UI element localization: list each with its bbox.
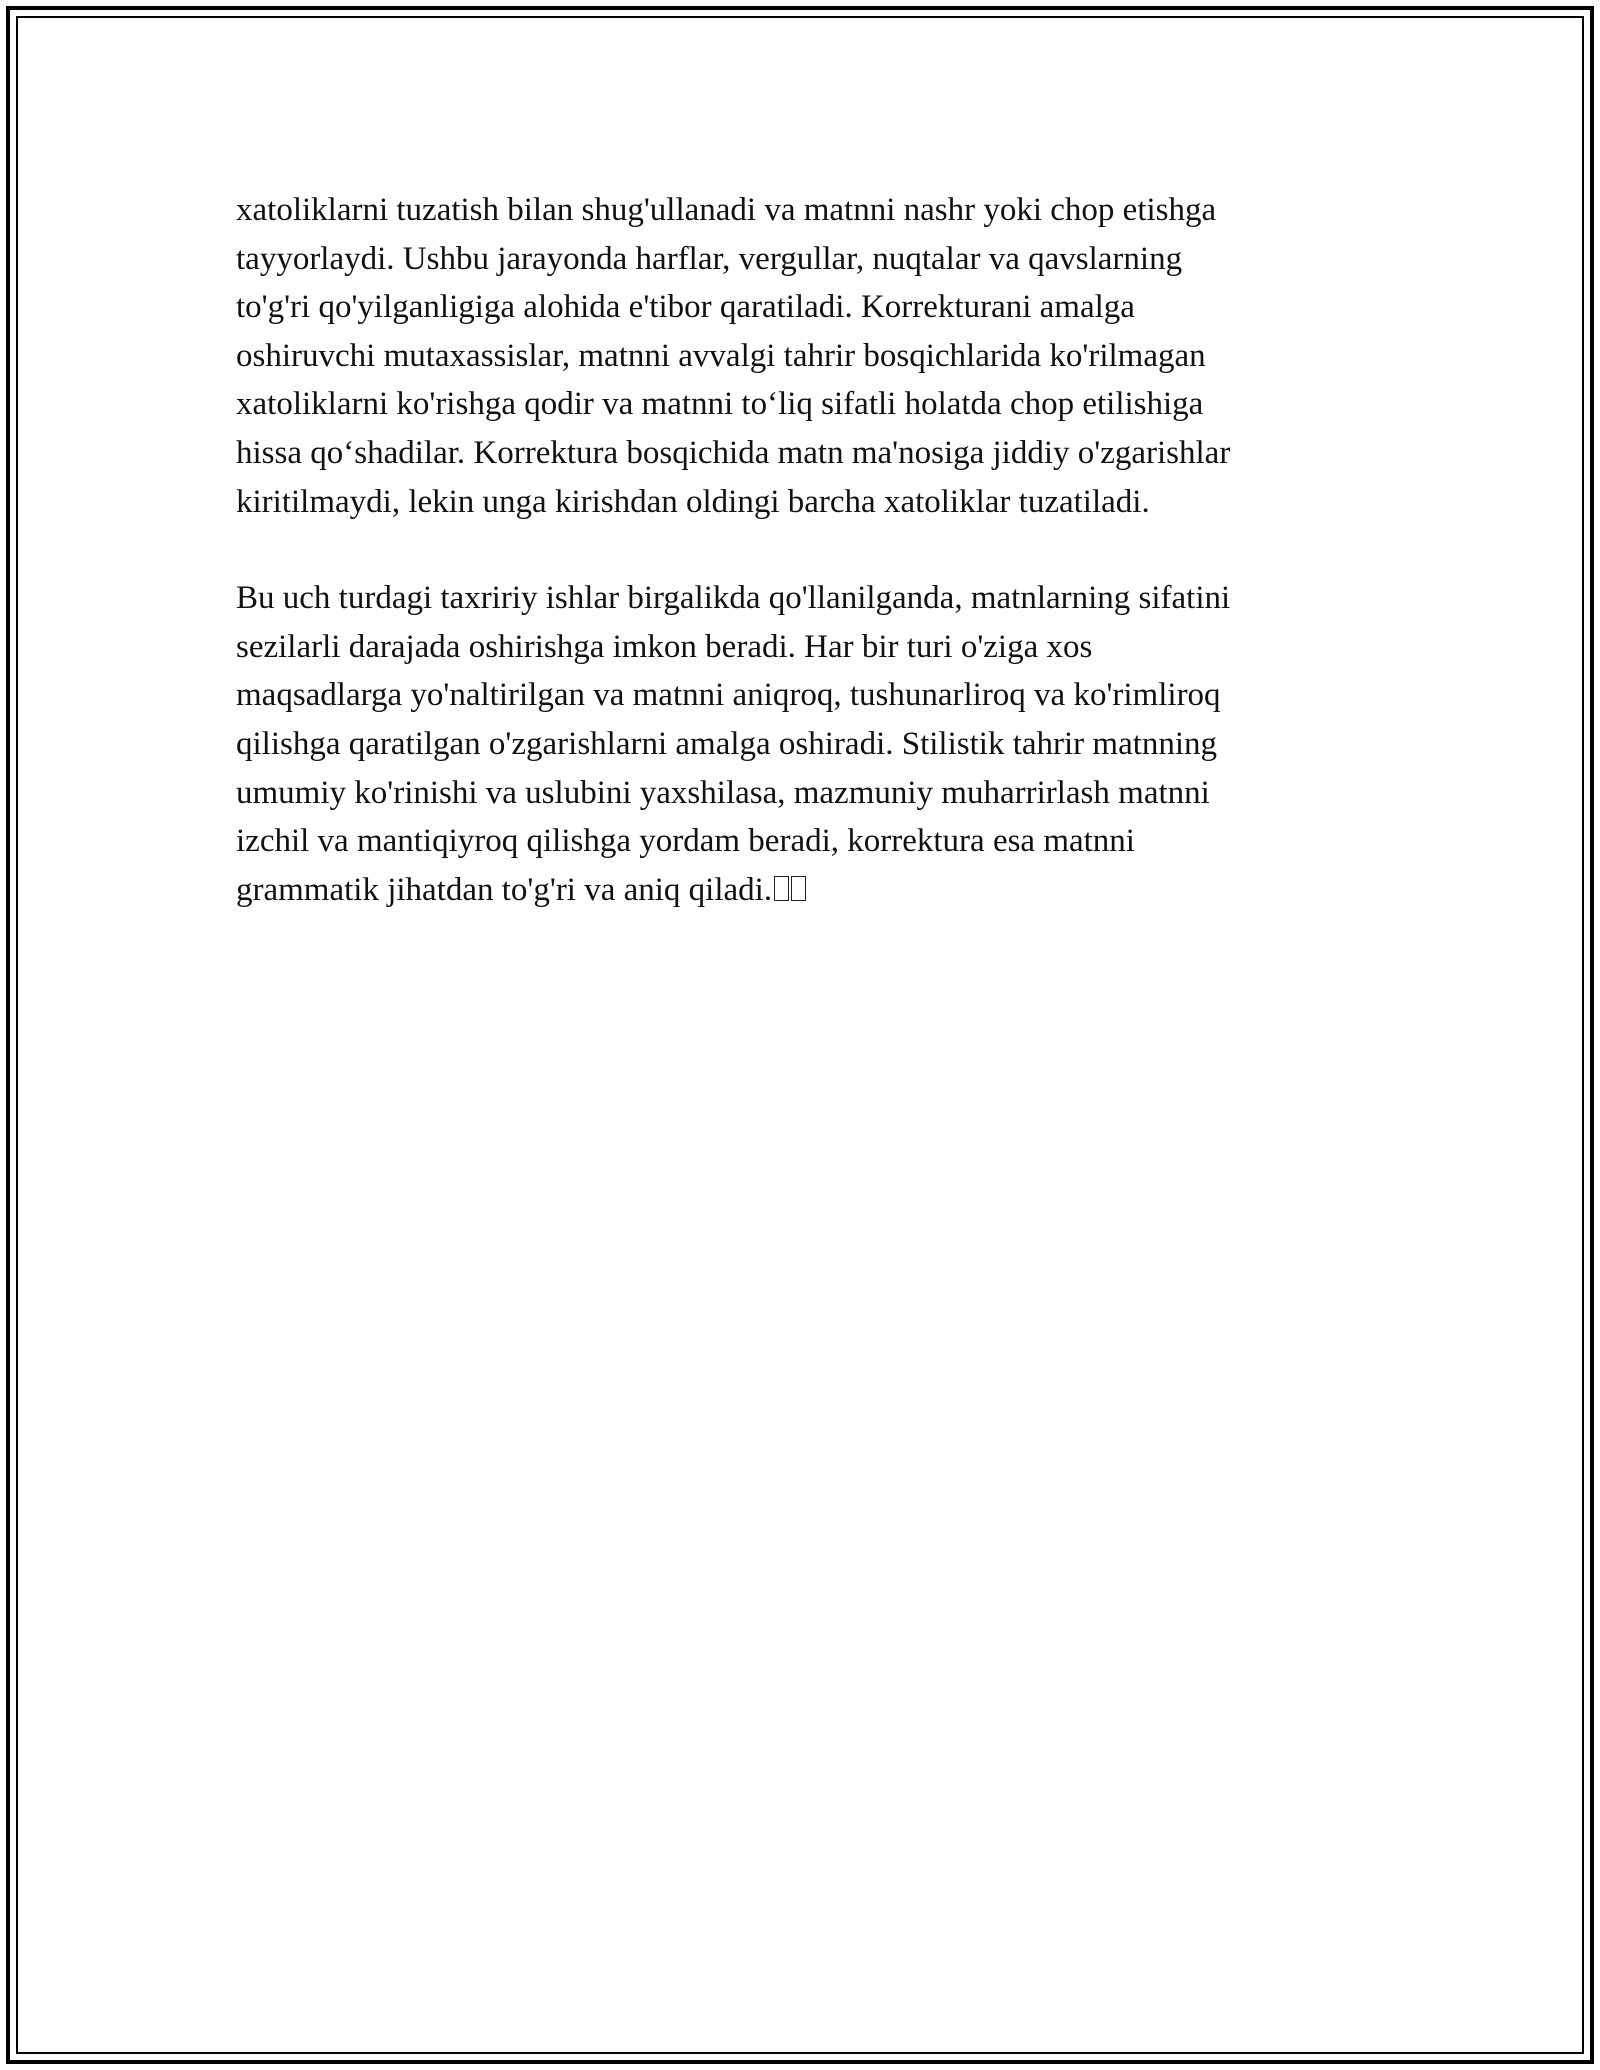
text-line: xatoliklarni tuzatish bilan shug'ullanadi va matnni nashr yoki chop etishga: [236, 192, 1217, 228]
text-line: izchil va mantiqiyroq qilishga yordam beradi, korrektura esa matnni: [236, 823, 1135, 860]
text-line: to'g'ri qo'yilganligiga alohida e'tibor qaratiladi. Korrekturani amalga: [236, 289, 1135, 326]
text-line: qilishga qaratilgan o'zgarishlarni amalga oshiradi. Stilistik tahrir matnning: [236, 725, 1218, 762]
missing-glyph-icon: [791, 876, 806, 901]
paragraph-1: [236, 186, 1366, 526]
text-line: tayyorlaydi. Ushbu jarayonda harflar, vergullar, nuqtalar va qavslarning: [236, 240, 1183, 277]
text-line-last: [236, 866, 1366, 915]
text-line: sezilarli darajada oshirishga imkon beradi. Har bir turi o'ziga xos: [236, 628, 1093, 665]
text-line: maqsadlarga yo'naltirilgan va matnni aniqroq, tushunarliroq va ko'rimliroq: [236, 677, 1221, 714]
text-line: hissa qo‘shadilar. Korrektura bosqichida matn ma'nosiga jiddiy o'zgarishlar: [236, 434, 1231, 471]
text-line: umumiy ko'rinishi va uslubini yaxshilasa, mazmuniy muharrirlash matnni: [236, 774, 1210, 811]
missing-glyph-icon: [774, 876, 789, 901]
text-line: Bu uch turdagi taxririy ishlar birgalikda qo'llanilganda, matnlarning sifatini: [236, 580, 1231, 617]
paragraph-2: [236, 574, 1366, 914]
text-line-content: grammatik jihatdan to'g'ri va aniq qiladi.: [236, 871, 773, 908]
text-line: oshiruvchi mutaxassislar, matnni avvalgi tahrir bosqichlarida ko'rilmagan: [236, 337, 1206, 374]
document-body: [236, 186, 1366, 962]
text-line: kiritilmaydi, lekin unga kirishdan oldingi barcha xatoliklar tuzatiladi.: [236, 483, 1150, 520]
text-line: xatoliklarni ko'rishga qodir va matnni to‘liq sifatli holatda chop etilishiga: [236, 386, 1204, 423]
